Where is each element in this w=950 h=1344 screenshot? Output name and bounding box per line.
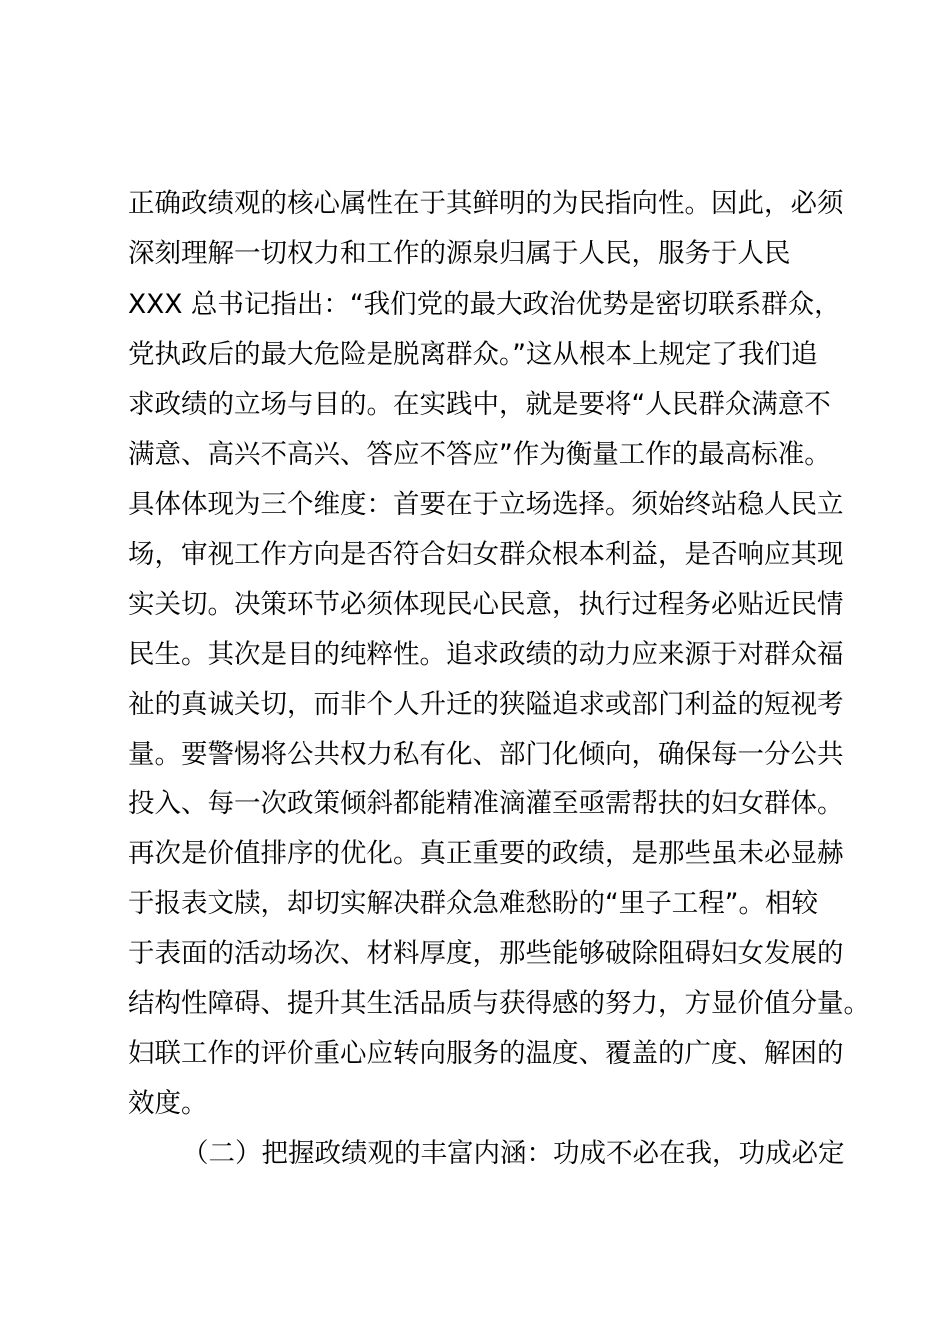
body-text-line: 民生。其次是目的纯粹性。追求政绩的动力应来源于对群众福 <box>128 639 844 670</box>
body-text-line: 场，审视工作方向是否符合妇女群众根本利益，是否响应其现 <box>128 539 844 570</box>
body-text-line: 于表面的活动场次、材料厚度，那些能够破除阻碍妇女发展的 <box>128 938 844 969</box>
body-text-line: 具体体现为三个维度：首要在于立场选择。须始终站稳人民立 <box>128 489 844 520</box>
body-text-line: 求政绩的立场与目的。在实践中，就是要将“人民群众满意不 <box>128 389 831 420</box>
body-text-line: 再次是价值排序的优化。真正重要的政绩，是那些虽未必显赫 <box>128 838 844 869</box>
body-text-line: 实关切。决策环节必须体现民心民意，执行过程务必贴近民情 <box>128 589 844 620</box>
body-text-line: 祉的真诚关切，而非个人升迁的狭隘追求或部门利益的短视考 <box>128 689 844 720</box>
section-heading: （二）把握政绩观的丰富内涵：功成不必在我，功成必定 <box>182 1138 845 1169</box>
body-text-line: 效度。 <box>128 1088 208 1119</box>
body-text-line: 正确政绩观的核心属性在于其鲜明的为民指向性。因此，必须 <box>128 188 844 219</box>
body-text-line: 结构性障碍、提升其生活品质与获得感的努力，方显价值分量。 <box>128 988 870 1019</box>
body-text-line: 于报表文牍，却切实解决群众急难愁盼的“里子工程”。相较 <box>128 888 818 919</box>
body-text-line: XXX 总书记指出：“我们党的最大政治优势是密切联系群众， <box>128 289 841 320</box>
body-text-line: 满意、高兴不高兴、答应不答应”作为衡量工作的最高标准。 <box>128 439 831 470</box>
body-text-line: 量。要警惕将公共权力私有化、部门化倾向，确保每一分公共 <box>128 739 844 770</box>
body-text-line: 投入、每一次政策倾斜都能精准滴灌至亟需帮扶的妇女群体。 <box>128 788 844 819</box>
body-text-line: 妇联工作的评价重心应转向服务的温度、覆盖的广度、解困的 <box>128 1038 844 1069</box>
body-text-line: 深刻理解一切权力和工作的源泉归属于人民，服务于人民 <box>128 238 791 269</box>
body-text-line: 党执政后的最大危险是脱离群众。”这从根本上规定了我们追 <box>128 339 818 370</box>
